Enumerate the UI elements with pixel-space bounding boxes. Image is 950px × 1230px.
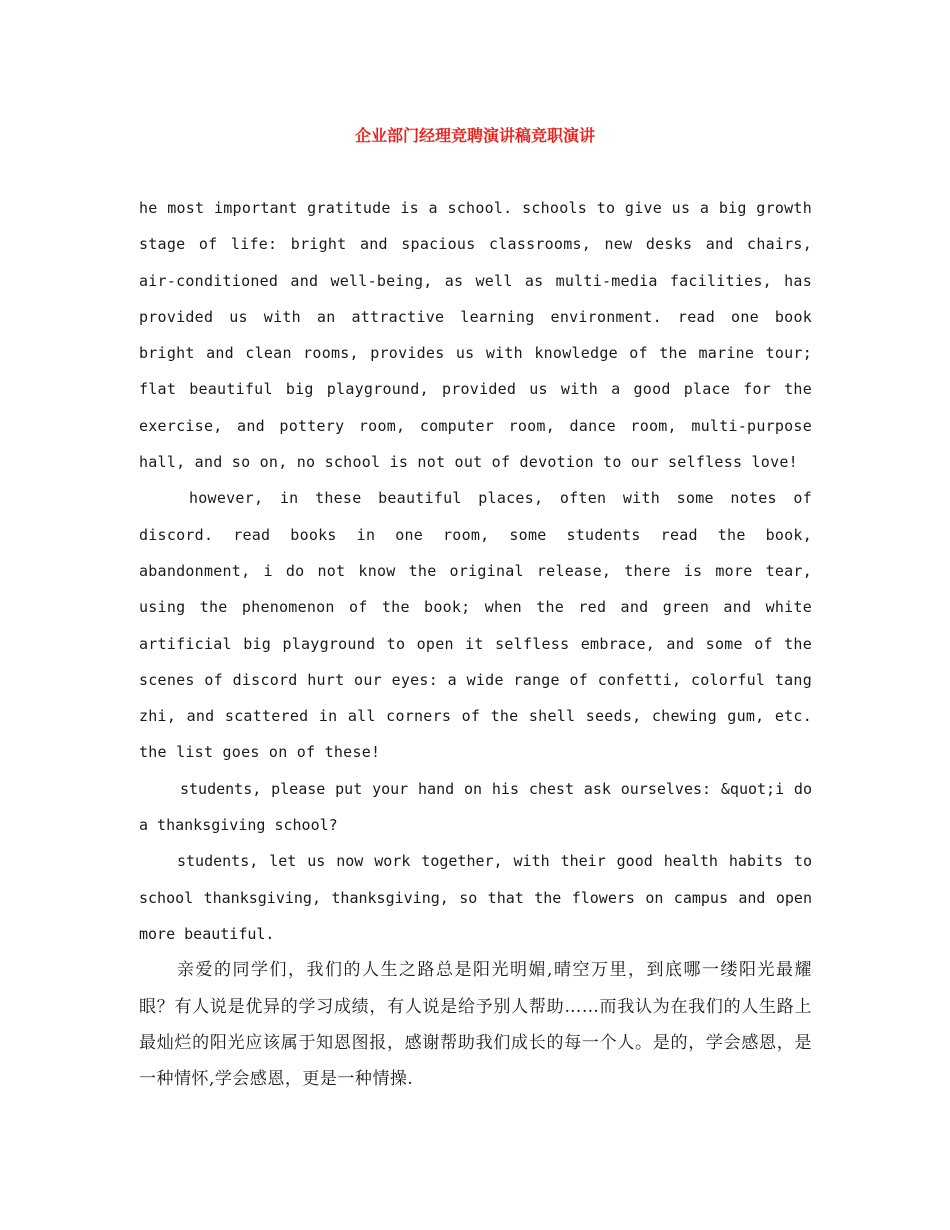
paragraph-4: students, let us now work together, with their good health habits to school thanksgiving, thanksgiving, so that the flowers on campus and open more beautiful.	[139, 852, 812, 943]
document-title: 企业部门经理竞聘演讲稿竞职演讲	[354, 126, 595, 145]
paragraph-2: however, in these beautiful places, often with some notes of discord. read books in one room, some students read the book, abandonment, i do not know the original release, there is more tear, using the phenomenon of the book; when the red and green and white artificial big playground to open it selfless embrace, and some of the scenes of discord hurt our eyes: a wide range of confetti, colorful tang zhi, and scattered in all corners of the shell seeds, chewing gum, etc. the list goes on of these!	[139, 489, 812, 762]
paragraph-1: he most important gratitude is a school. schools to give us a big growth stage of life: bright and spacious classrooms, new desks and chairs, air-conditioned and well-being, as well as multi-media facilities, has provided us with an attractive learning environment. read one book bright and clean rooms, provides us with knowledge of the marine tour; flat beautiful big playground, provided us with a good place for the exercise, and pottery room, computer room, dance room, multi-purpose hall, and so on, no school is not out of devotion to our selfless love!	[139, 199, 812, 472]
paragraph-5: 亲爱的同学们，我们的人生之路总是阳光明媚,晴空万里，到底哪一缕阳光最耀眼？有人说是优异的学习成绩，有人说是给予别人帮助……而我认为在我们的人生路上最灿烂的阳光应该属于知恩图报，感谢帮助我们成长的每一个人。是的，学会感恩，是一种情怀,学会感恩，更是一种情操.	[139, 960, 812, 1090]
document-body	[139, 190, 812, 1097]
paragraph-3: students, please put your hand on his chest ask ourselves: &quot;i do a thanksgiving school?	[139, 779, 812, 835]
